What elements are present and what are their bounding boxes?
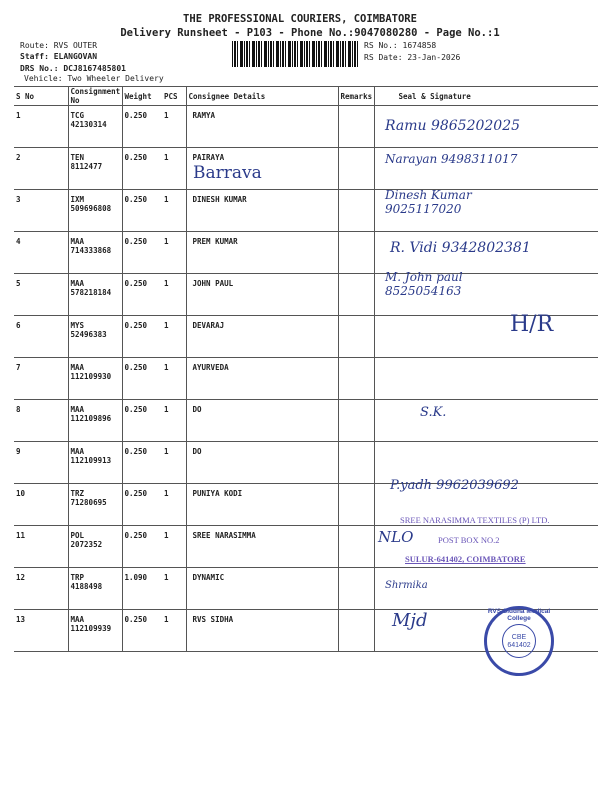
consignment-number: MAA 112109913: [68, 442, 122, 484]
college-seal: [484, 606, 554, 676]
pieces: 1: [162, 190, 186, 232]
weight: 0.250: [122, 400, 162, 442]
consignment-number: TRP 4188498: [68, 568, 122, 610]
consignee-details: RVS SIDHA: [186, 610, 338, 652]
remarks-cell: [338, 568, 374, 610]
weight: 0.250: [122, 148, 162, 190]
weight: 0.250: [122, 190, 162, 232]
rs-number: RS No.: 1674858: [364, 41, 437, 50]
signature-6: H/R: [510, 312, 554, 337]
table-header: [14, 87, 598, 106]
signature-1: Ramu 9865202025: [385, 118, 521, 134]
pieces: 1: [162, 568, 186, 610]
pieces: 1: [162, 274, 186, 316]
remarks-cell: [338, 442, 374, 484]
consignee-details: AYURVEDA: [186, 358, 338, 400]
consignment-number: MAA 112109930: [68, 358, 122, 400]
signature-13: Mjd: [392, 610, 428, 631]
serial-number: 12: [14, 568, 68, 610]
serial-number: 10: [14, 484, 68, 526]
signature-5: M. John paul 8525054163: [385, 270, 463, 298]
pieces: 1: [162, 442, 186, 484]
consignee-details: DYNAMIC: [186, 568, 338, 610]
col-weight: Weight: [122, 87, 162, 106]
staff: Staff: ELANGOVAN: [20, 52, 98, 61]
pieces: 1: [162, 232, 186, 274]
serial-number: 3: [14, 190, 68, 232]
consignee-details: PREM KUMAR: [186, 232, 338, 274]
seal-signature-cell: [374, 316, 598, 358]
serial-number: 11: [14, 526, 68, 568]
consignment-number: MAA 112109939: [68, 610, 122, 652]
serial-number: 13: [14, 610, 68, 652]
table-row: [14, 274, 598, 316]
remarks-cell: [338, 484, 374, 526]
col-seal: Seal & Signature: [374, 87, 598, 106]
pieces: 1: [162, 526, 186, 568]
weight: 1.090: [122, 568, 162, 610]
consignment-number: POL 2072352: [68, 526, 122, 568]
consignee-details: PAIRAYA: [186, 148, 338, 190]
remarks-cell: [338, 274, 374, 316]
col-sno: S No: [14, 87, 68, 106]
consignment-number: TRZ 71280695: [68, 484, 122, 526]
consignee-details: DO: [186, 400, 338, 442]
remarks-cell: [338, 526, 374, 568]
consignee-details: PUNIYA KODI: [186, 484, 338, 526]
serial-number: 4: [14, 232, 68, 274]
pieces: 1: [162, 400, 186, 442]
serial-number: 7: [14, 358, 68, 400]
signature-12: Shrmika: [385, 580, 428, 591]
weight: 0.250: [122, 484, 162, 526]
consignee-details: DO: [186, 442, 338, 484]
consignment-number: IXM 509696808: [68, 190, 122, 232]
vehicle: Vehicle: Two Wheeler Delivery: [24, 74, 164, 83]
signature-4: R. Vidi 9342802381: [390, 240, 531, 256]
col-consignee: Consignee Details: [186, 87, 338, 106]
textile-stamp-line1: SREE NARASIMMA TEXTILES (P) LTD.: [400, 515, 550, 525]
seal-pin: 641402: [507, 642, 531, 649]
signature-2a: Barrava: [193, 163, 262, 183]
company-title: THE PROFESSIONAL COURIERS, COIMBATORE: [183, 13, 417, 25]
pieces: 1: [162, 148, 186, 190]
runsheet-table: [14, 86, 598, 652]
remarks-cell: [338, 316, 374, 358]
weight: 0.250: [122, 274, 162, 316]
serial-number: 9: [14, 442, 68, 484]
signature-7: S.K.: [420, 405, 447, 420]
table-row: [14, 358, 598, 400]
col-pcs: PCS: [162, 87, 186, 106]
remarks-cell: [338, 106, 374, 148]
remarks-cell: [338, 610, 374, 652]
weight: 0.250: [122, 106, 162, 148]
route: Route: RVS OUTER: [20, 41, 98, 50]
rs-date: RS Date: 23-Jan-2026: [364, 53, 461, 62]
serial-number: 5: [14, 274, 68, 316]
weight: 0.250: [122, 358, 162, 400]
consignee-details: JOHN PAUL: [186, 274, 338, 316]
serial-number: 8: [14, 400, 68, 442]
serial-number: 6: [14, 316, 68, 358]
table-row: [14, 568, 598, 610]
seal-signature-cell: [374, 358, 598, 400]
weight: 0.250: [122, 442, 162, 484]
weight: 0.250: [122, 610, 162, 652]
remarks-cell: [338, 148, 374, 190]
barcode: [232, 41, 360, 67]
consignment-number: MAA 112109896: [68, 400, 122, 442]
col-remarks: Remarks: [338, 87, 374, 106]
signature-2b: Narayan 9498311017: [385, 152, 518, 166]
seal-signature-cell: [374, 400, 598, 442]
consignment-number: MAA 714333868: [68, 232, 122, 274]
remarks-cell: [338, 400, 374, 442]
signature-11: NLO: [378, 528, 414, 546]
pieces: 1: [162, 358, 186, 400]
remarks-cell: [338, 190, 374, 232]
textile-stamp-line3: SULUR-641402, COIMBATORE: [405, 554, 526, 564]
runsheet-subtitle: Delivery Runsheet - P103 - Phone No.:9047080280 - Page No.:1: [120, 27, 500, 39]
consignment-number: TCG 42130314: [68, 106, 122, 148]
remarks-cell: [338, 232, 374, 274]
seal-ring-text: RVS Siddha Medical College: [487, 608, 551, 622]
col-consignment: Consignment No: [68, 87, 122, 106]
seal-city: CBE: [511, 634, 527, 641]
pieces: 1: [162, 316, 186, 358]
consignment-number: TEN 8112477: [68, 148, 122, 190]
consignment-number: MAA 578218184: [68, 274, 122, 316]
serial-number: 1: [14, 106, 68, 148]
signature-10: P.yadh 9962039692: [390, 478, 519, 493]
serial-number: 2: [14, 148, 68, 190]
consignee-details: SREE NARASIMMA: [186, 526, 338, 568]
pieces: 1: [162, 484, 186, 526]
pieces: 1: [162, 610, 186, 652]
weight: 0.250: [122, 526, 162, 568]
consignee-details: DINESH KUMAR: [186, 190, 338, 232]
consignee-details: DEVARAJ: [186, 316, 338, 358]
drs-number: DRS No.: DCJ8167485801: [20, 64, 126, 73]
signature-3: Dinesh Kumar 9025117020: [385, 188, 472, 216]
pieces: 1: [162, 106, 186, 148]
textile-stamp-line2: POST BOX NO.2: [438, 535, 500, 545]
consignee-details: RAMYA: [186, 106, 338, 148]
weight: 0.250: [122, 232, 162, 274]
table-row: [14, 400, 598, 442]
consignment-number: MYS 52496383: [68, 316, 122, 358]
remarks-cell: [338, 358, 374, 400]
weight: 0.250: [122, 316, 162, 358]
